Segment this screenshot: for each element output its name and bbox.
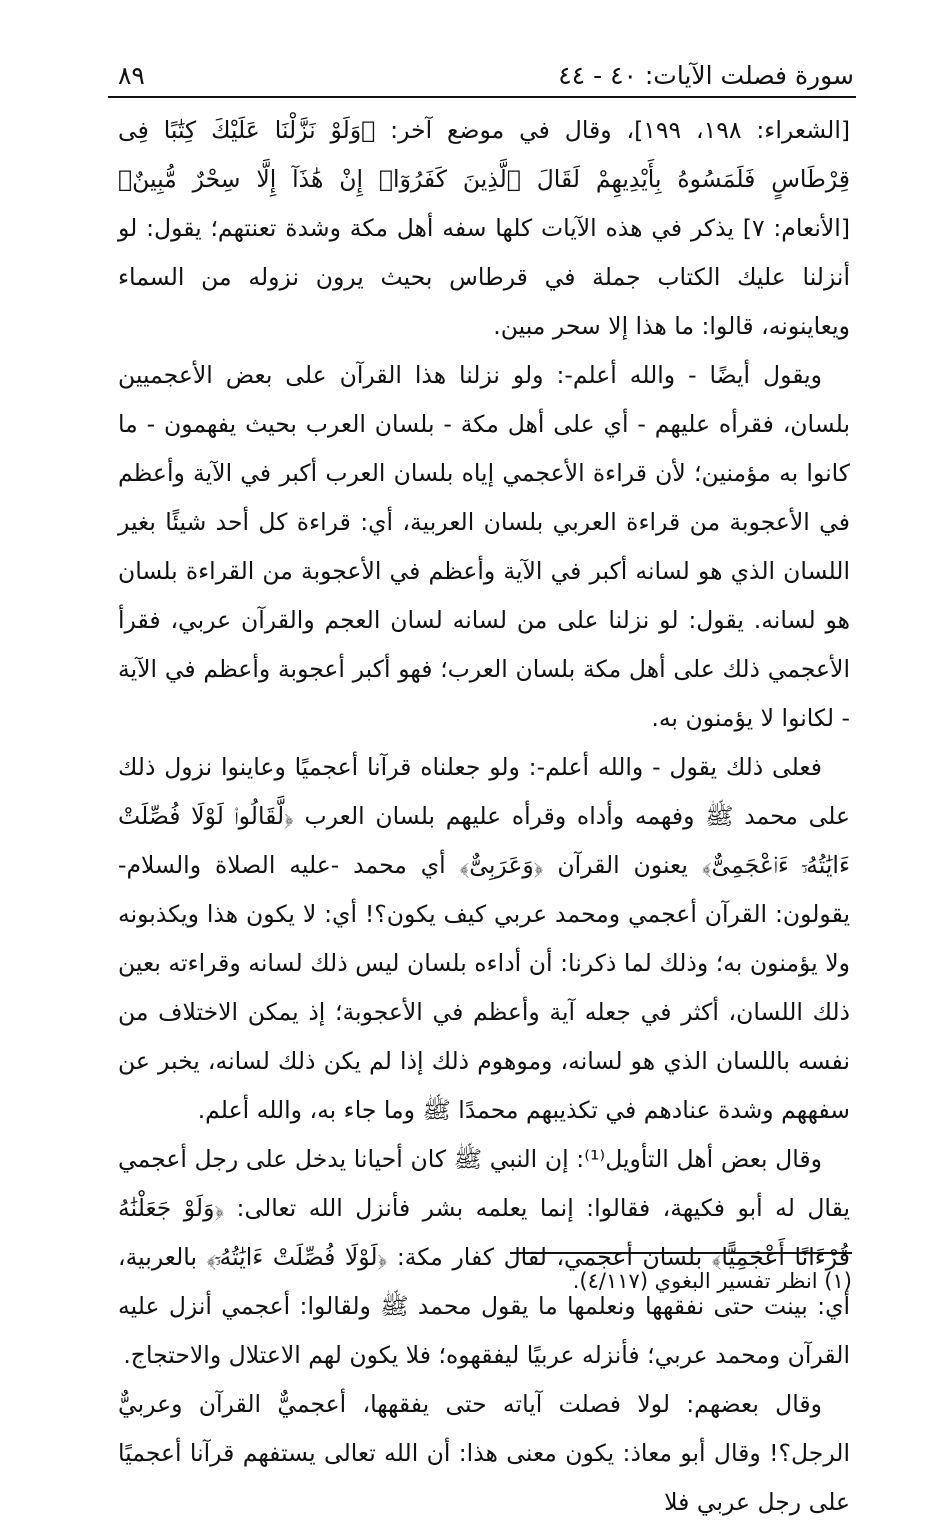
page-number: ٨٩ <box>118 61 145 90</box>
paragraph: [الشعراء: ١٩٨، ١٩٩]، وقال في موضع آخر: ﴿وَلَوْ نَزَّلْنَا عَلَيْكَ كِتَٰبًا فِى قِرْطَاسٍ فَلَمَسُوهُ بِأَيْدِيهِمْ لَقَالَ ٱلَّذِينَ كَفَرُوٓا۟ إِنْ هَٰذَآ إِلَّا سِحْرٌ مُّبِينٌ﴾ [الأنعام: ٧] يذكر في هذه الآيات كلها سفه أهل مكة وشدة تعنتهم؛ يقول: لو أنزلنا عليك الكتاب جملة في قرطاس بحيث يرون نزوله من السماء ويعاينونه، قالوا: ما هذا إلا سحر مبين. <box>118 116 851 340</box>
paragraph: ويقول أيضًا - والله أعلم-: ولو نزلنا هذا القرآن على بعض الأعجميين بلسان، فقرأه عليهم - أي على أهل مكة - بلسان العرب بحيث يفهمون - ما كانوا به مؤمنين؛ لأن قراءة الأعجمي إياه بلسان العرب أكبر في الآية وأعظم في الأعجوبة من قراءة العربي بلسان العربية، أي: قراءة كل أحد شيئًا بغير اللسان الذي هو لسانه أكبر في الآية وأعظم في الأعجوبة من القراءة بلسان هو لسانه. يقول: لو نزلنا على من لسانه لسان العجم والقرآن عربي، فقرأ الأعجمي ذلك على أهل مكة بلسان العرب؛ فهو أكبر أعجوبة وأعظم في الآية - لكانوا لا يؤمنون به. <box>118 361 850 732</box>
header-rule <box>108 96 856 98</box>
footnote: (١) انظر تفسير البغوي (٤/١١٧). <box>572 1269 852 1293</box>
paragraph: وقال بعضهم: لولا فصلت آياته حتى يفقهها، أعجميٌّ القرآن وعربيٌّ الرجل؟! وقال أبو معاذ: يكون معنى هذا: أن الله تعالى يستفهم قرآنا أعجميًا على رجل عربي فلا <box>118 1390 850 1516</box>
paragraph: وقال بعض أهل التأويل⁽¹⁾: إن النبي ﷺ كان أحيانا يدخل على رجل أعجمي يقال له أبو فكيهة، فقالوا: إنما يعلمه بشر فأنزل الله تعالى: ﴿وَلَوْ جَعَلْنَٰهُ قُرْءَانًا أَعْجَمِيًّا﴾ بلسان أعجمي، لقال كفار مكة: ﴿لَوْلَا فُصِّلَتْ ءَايَٰتُهُۥٓ﴾ بالعربية، أي: بينت حتى نفقهها ونعلمها ما يقول محمد ﷺ ولقالوا: أعجمي أنزل عليه القرآن ومحمد عربي؛ فأنزله عربيًا ليفقهوه؛ فلا يكون لهم الاعتلال والاحتجاج. <box>118 1145 850 1369</box>
running-head-title: سورة فصلت الآيات: ٤٠ - ٤٤ <box>558 61 854 90</box>
running-head <box>108 58 854 96</box>
body-text <box>118 106 850 1527</box>
footnote-rule <box>510 1252 852 1254</box>
paragraph: فعلى ذلك يقول - والله أعلم-: ولو جعلناه قرآنا أعجميًا وعاينوا نزول ذلك على محمد ﷺ وفهمه وأداه وقرأه عليهم بلسان العرب ﴿لَّقَالُوا۟ لَوْلَا فُصِّلَتْ ءَايَٰتُهُۥٓ ءَا۬عْجَمِىٌّ﴾ يعنون القرآن ﴿وَعَرَبِىٌّ﴾ أي محمد -عليه الصلاة والسلام- يقولون: القرآن أعجمي ومحمد عربي كيف يكون؟! أي: لا يكون هذا ويكذبونه ولا يؤمنون به؛ وذلك لما ذكرنا: أن أداءه بلسان ليس ذلك لسانه وقراءته بعين ذلك اللسان، أكثر في جعله آية وأعظم في الأعجوبة؛ إذ يمكن الاختلاف من نفسه باللسان الذي هو لسانه، وموهوم ذلك إذا لم يكن ذلك لسانه، يخبر عن سفههم وشدة عنادهم في تكذيبهم محمدًا ﷺ وما جاء به، والله أعلم. <box>118 753 850 1124</box>
